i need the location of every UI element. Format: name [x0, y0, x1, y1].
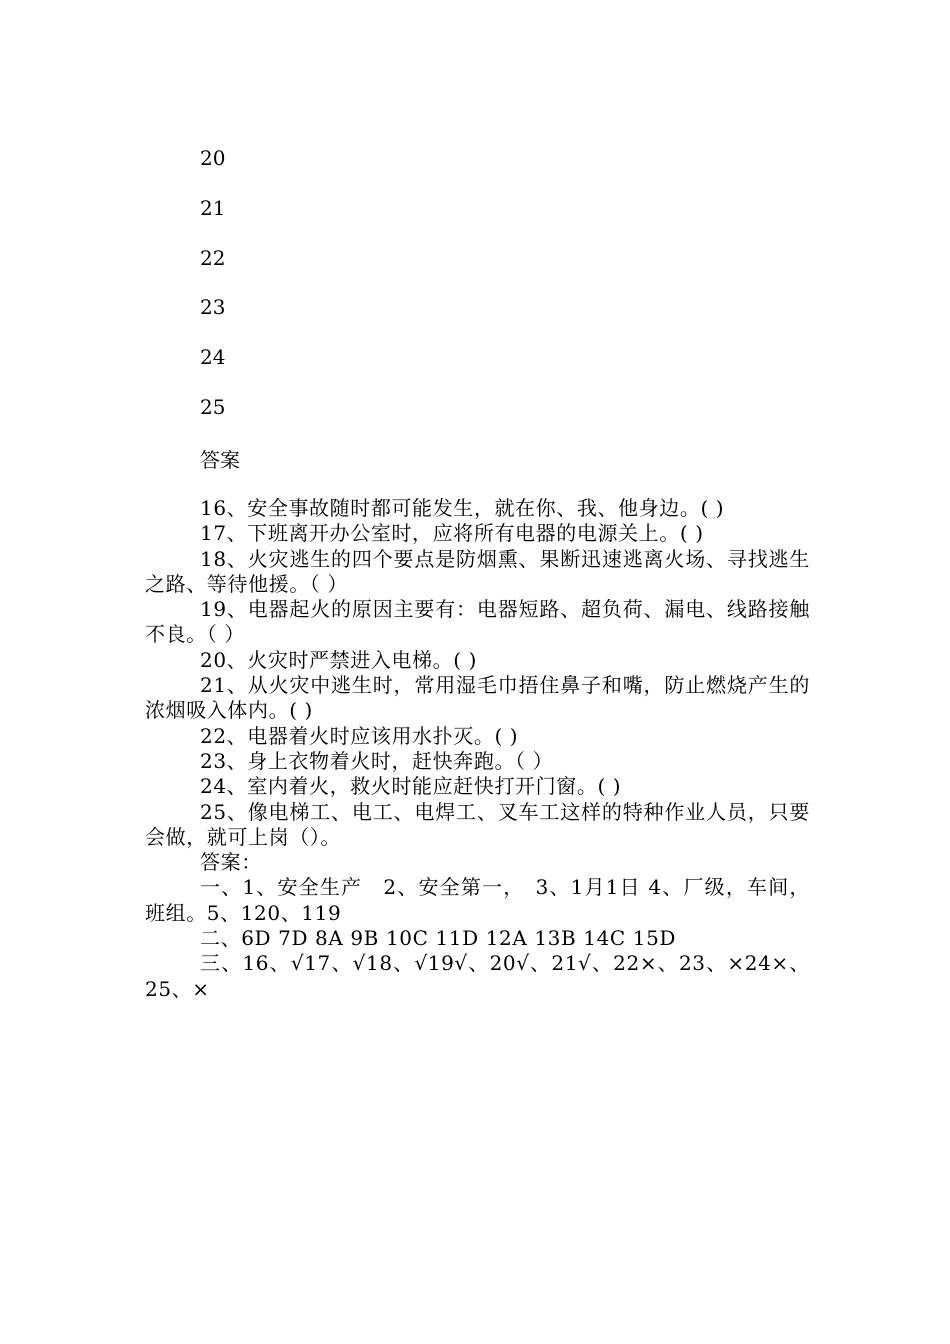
question-25: 25、像电梯工、电工、电焊工、叉车工这样的特种作业人员，只要会做，就可上岗（）。 [145, 799, 810, 849]
question-19: 19、电器起火的原因主要有：电器短路、超负荷、漏电、线路接触不良。（ ） [145, 597, 810, 647]
list-number: 25 [200, 394, 226, 419]
answers-heading: 答案： [200, 850, 262, 875]
question-21: 21、从火灾中逃生时，常用湿毛巾捂住鼻子和嘴，防止燃烧产生的浓烟吸入体内。( ) [145, 673, 810, 723]
list-number: 21 [200, 195, 226, 220]
question-body [145, 496, 810, 1002]
question-22: 22、电器着火时应该用水扑灭。( ) [200, 723, 519, 748]
answers-section-1: 一、1、安全生产 2、安全第一， 3、1月1日 4、厂级，车间，班组。5、120、119 [145, 875, 810, 925]
question-18: 18、火灾逃生的四个要点是防烟熏、果断迅速逃离火场、寻找逃生之路、等待他援。（ ） [145, 546, 810, 596]
answer-label: 答案 [200, 448, 240, 472]
question-23: 23、身上衣物着火时，赶快奔跑。（ ） [200, 748, 554, 773]
list-number: 20 [200, 146, 226, 170]
list-number: 22 [200, 245, 226, 270]
question-20: 20、火灾时严禁进入电梯。( ) [200, 647, 478, 672]
question-24: 24、室内着火，救火时能应赶快打开门窗。( ) [200, 774, 622, 799]
answers-section-3: 三、16、√17、√18、√19√、20√、21√、22×、23、×24×、25、× [145, 951, 810, 1001]
list-number: 24 [200, 345, 226, 370]
question-17: 17、下班离开办公室时，应将所有电器的电源关上。( ) [200, 521, 704, 546]
number-list [200, 146, 225, 445]
list-number: 23 [200, 295, 226, 320]
question-16: 16、安全事故随时都可能发生，就在你、我、他身边。( ) [200, 496, 725, 520]
answers-section-2: 二、6D 7D 8A 9B 10C 11D 12A 13B 14C 15D [200, 926, 677, 951]
